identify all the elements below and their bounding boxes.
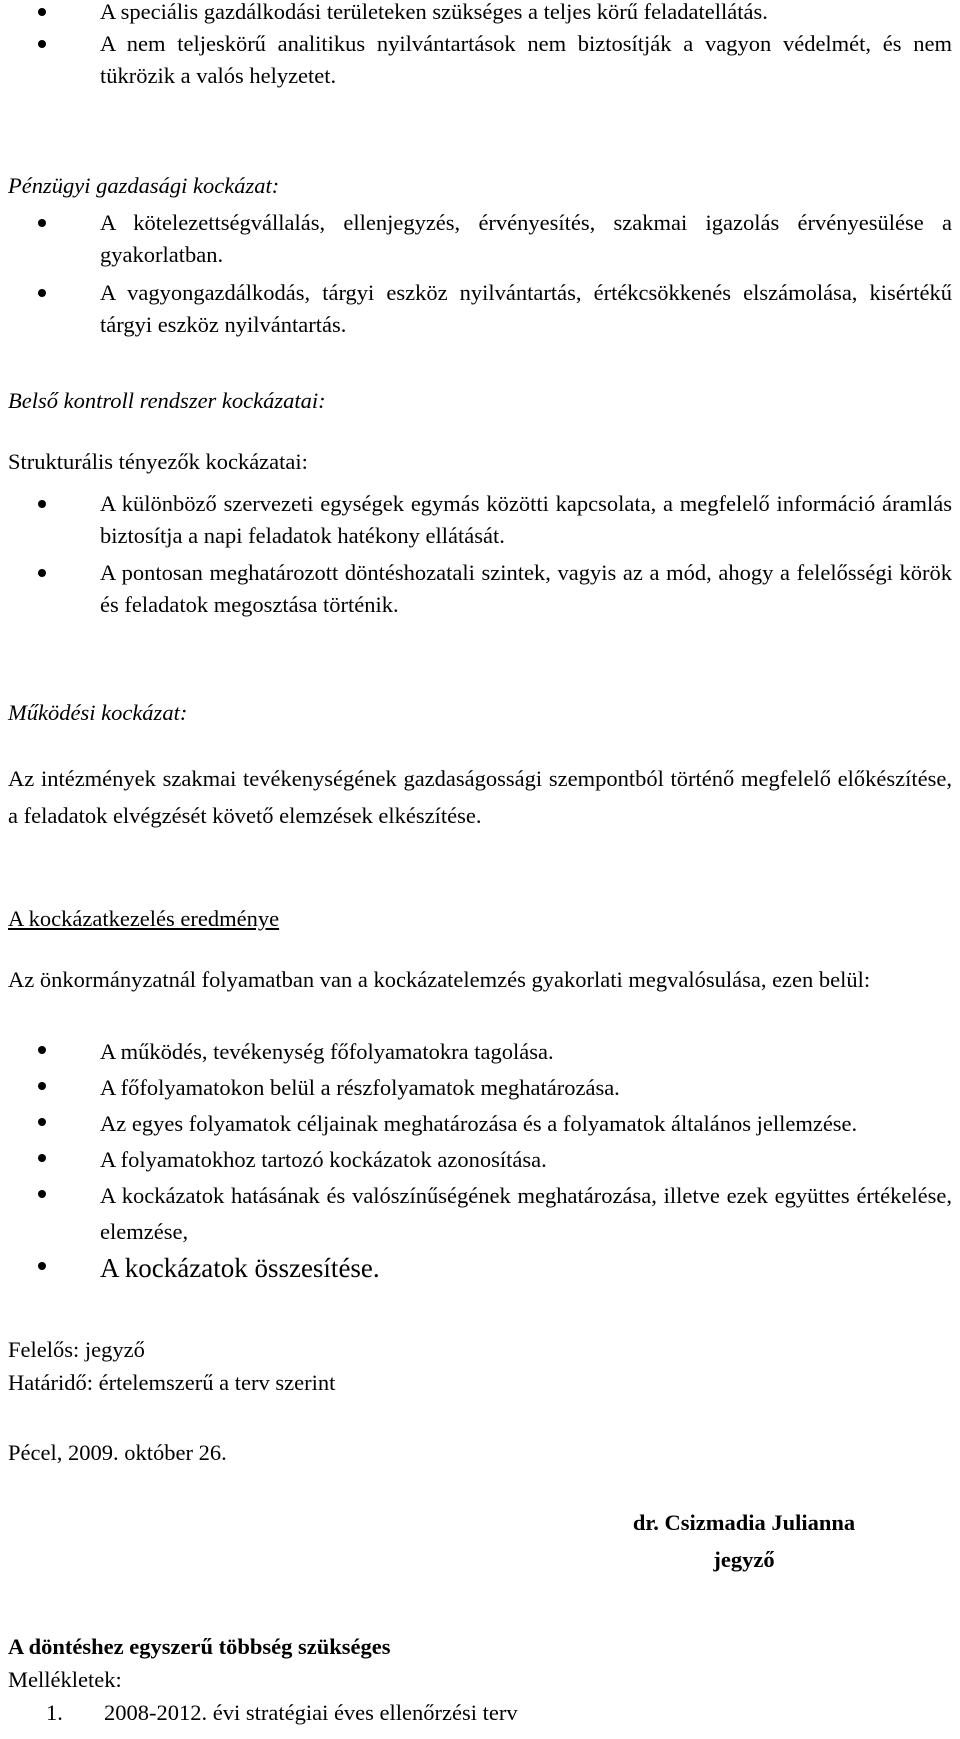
bullet-item: A működés, tevékenység főfolyamatokra tagolása. [8,1034,952,1070]
bullet-item: A vagyongazdálkodás, tárgyi eszköz nyilvántartás, értékcsökkenés elszámolása, kisértékű tárgyi eszköz nyilvántartás. [8,277,952,341]
attachment-text: 2008-2012. évi stratégiai éves ellenőrzési terv [104,1700,518,1725]
signature-block [584,1507,904,1576]
operational-risk-heading: Működési kockázat: [8,700,188,725]
responsible-line: Felelős: jegyző [8,1337,145,1362]
signatory-title: jegyző [713,1547,775,1572]
decision-note: A döntéshez egyszerű többség szükséges [8,1634,391,1659]
result-intro: Az önkormányzatnál folyamatban van a kockázatelemzés gyakorlati megvalósulása, ezen belül: [8,967,871,992]
special-bullets [8,0,952,92]
deadline-line: Határidő: értelemszerű a terv szerint [8,1370,336,1395]
attachments-label: Mellékletek: [8,1667,122,1692]
internal-control-heading: Belső kontroll rendszer kockázatai: [8,388,326,413]
attachment-item [8,1697,518,1729]
result-bullets [8,1034,952,1286]
place-date: Pécel, 2009. október 26. [8,1440,227,1465]
bullet-item: A főfolyamatokon belül a részfolyamatok meghatározása. [8,1070,952,1106]
bullet-item: A nem teljeskörű analitikus nyilvántartások nem biztosítják a vagyon védelmét, és nem tükrözik a valós helyzetet. [8,28,952,92]
bullet-item: A folyamatokhoz tartozó kockázatok azonosítása. [8,1142,952,1178]
bullet-item: A kockázatok hatásának és valószínűségének meghatározása, illetve ezek együttes értékelése, elemzése, [8,1178,952,1250]
result-heading: A kockázatkezelés eredménye [8,906,280,931]
internal-control-bullets [8,488,952,621]
bullet-item: A kötelezettségvállalás, ellenjegyzés, érvényesítés, szakmai igazolás érvényesülése a gyakorlatban. [8,207,952,271]
signatory-name: dr. Csizmadia Julianna [632,1510,856,1535]
bullet-item: A pontosan meghatározott döntéshozatali szintek, vagyis az a mód, ahogy a felelősségi körök és feladatok megosztása történik. [8,557,952,621]
financial-risk-heading: Pénzügyi gazdasági kockázat: [8,173,280,198]
structural-subheading: Strukturális tényezők kockázatai: [8,449,308,474]
bullet-item: A különböző szervezeti egységek egymás közötti kapcsolata, a megfelelő információ áramlás biztosítja a napi feladatok hatékony ellátását. [8,488,952,552]
attachment-number: 1. [46,1700,63,1725]
bullet-item: A kockázatok összesítése. [8,1250,952,1286]
financial-bullets [8,207,952,341]
bullet-item: Az egyes folyamatok céljainak meghatározása és a folyamatok általános jellemzése. [8,1106,952,1142]
operational-paragraph: Az intézmények szakmai tevékenységének gazdaságossági szempontból történő megfelelő előkészítése, a feladatok elvégzését követő elemzések elkészítése. [8,766,952,828]
bullet-item: A speciális gazdálkodási területeken szükséges a teljes körű feladatellátás. [8,0,952,28]
